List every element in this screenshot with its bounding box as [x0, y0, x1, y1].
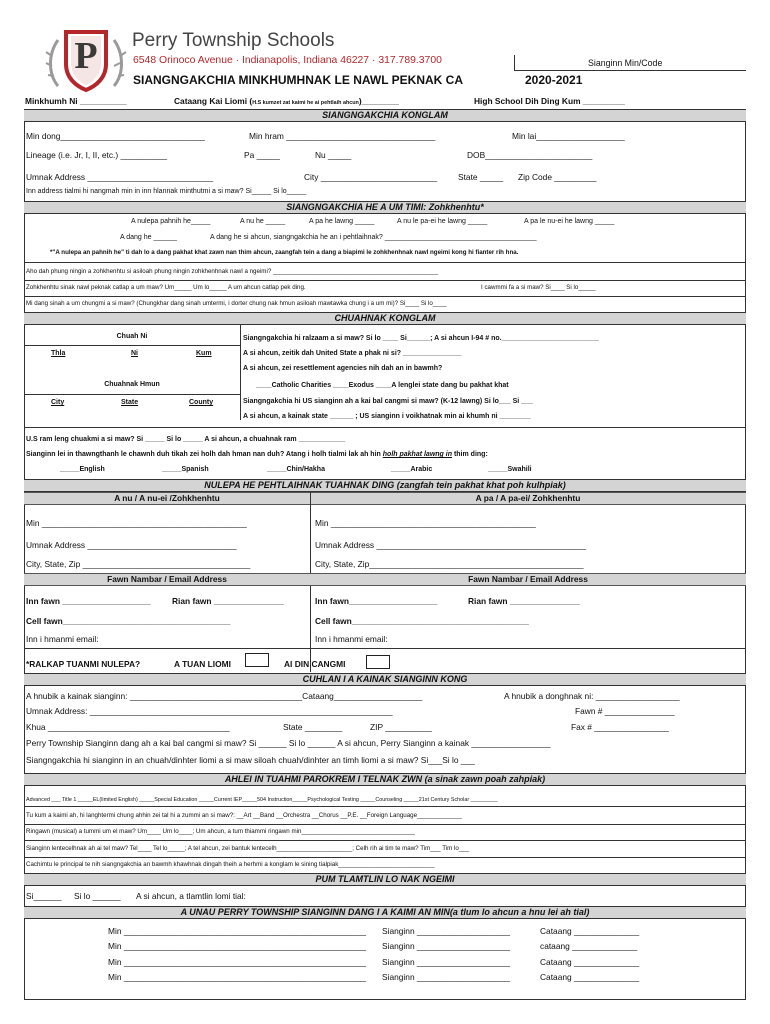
- lives-with-father[interactable]: A pa he lawng _____: [309, 218, 375, 225]
- father-header: A pa / A pa-ei/ Zohkhenhtu: [310, 492, 746, 505]
- school-address-field[interactable]: Umnak Address: _________________________________________________________________: [26, 706, 393, 716]
- mother-address-field[interactable]: Umnak Address ________________________________: [26, 540, 237, 550]
- father-home-phone[interactable]: Inn fawn___________________: [315, 596, 438, 606]
- school-fax-field[interactable]: Fax # ________________: [571, 722, 669, 732]
- sibling-name-field[interactable]: Min ____________________________________________________: [108, 957, 367, 967]
- legal-guardian-question[interactable]: Aho dah phung ningin a zohkhenhtu si asiloah phung ningin zohkhenhnak nawl a ngeimi? ________________________________________________: [26, 268, 439, 275]
- lives-with-other[interactable]: A dang he ______: [120, 234, 177, 241]
- military-parent-label: *RALKAP TUANMI NULEPA?: [26, 659, 141, 669]
- first-name-field[interactable]: Min dong_______________________________: [26, 131, 205, 141]
- section-student-info-title: SIANGNGAKCHIA KONGLAM: [24, 109, 746, 122]
- other-relationship-field[interactable]: A dang he si ahcun, siangngakchia he an i pehtlaihnak? _______________________________________: [210, 234, 537, 241]
- mother-email-field[interactable]: Inn i hmanmi email:: [26, 634, 99, 644]
- principal-notes-field[interactable]: Cachimtu le principal te nih siangngakchia an bawmh khawhnak dingah theih a herhmi a konglam le sining tialpiak____________________________: [26, 861, 435, 868]
- perry-school-question[interactable]: Perry Township Sianginn dang ah a kai bal cangmi si maw? Si ______ Si lo ______ A si ahcun, Perry Sianginn a kainak _________________: [26, 738, 551, 748]
- mother-phone-header: Fawn Nambar / Email Address: [24, 573, 310, 586]
- mother-work-phone[interactable]: Rian fawn _______________: [172, 596, 284, 606]
- school-phone-field[interactable]: Fawn # _______________: [575, 706, 675, 716]
- sibling-name-field[interactable]: Min ____________________________________________________: [108, 972, 367, 982]
- sibling-grade-field[interactable]: Cataang ______________: [540, 972, 640, 982]
- disability-describe-label: A si ahcun, a tlamtlin lomi tial:: [136, 891, 246, 901]
- birth-city-col: City: [51, 399, 65, 406]
- lives-with-both-parents[interactable]: A nulepa pahnih he_____: [131, 218, 211, 225]
- resettlement-options[interactable]: ____Catholic Charities ____Exodus ____A lenglei state dang bu pakhat khat: [256, 382, 509, 389]
- birth-county-col: County: [189, 399, 214, 406]
- code-label: Sianginn Min/Code: [588, 58, 663, 68]
- language-arabic[interactable]: _____Arabic: [391, 466, 433, 473]
- living-with-others-question[interactable]: Mi dang sinah a um chungmi a si maw? (Chungkhar dang sinah umtermi, i dorter chung nak hmun asiloah mawtawka chung i a um mi)? Si____ Si lo____: [26, 300, 447, 307]
- birth-state-col: State: [121, 399, 139, 406]
- sibling-school-field[interactable]: Sianginn ____________________: [382, 941, 511, 951]
- school-name: Perry Township Schools: [132, 30, 335, 51]
- graduation-year-field[interactable]: High School Dih Ding Kum _________: [474, 96, 625, 106]
- pa-field[interactable]: Pa _____: [244, 150, 280, 160]
- arts-checklist[interactable]: Tu kum a kaimi ah, hi langhtermi chung ahhin zei tal hi a zummi an si maw?: __Art __Band __Orchestra __Chorus __P.E. __Foreign Language_____________: [26, 812, 462, 819]
- resettlement-question: A si ahcun, zei resettlement agencies nih dah an in bawmh?: [243, 365, 443, 372]
- arrival-date-question[interactable]: A si ahcun, zeitik dah United State a phak ni si? _______________: [243, 350, 462, 357]
- guardianship-papers-question[interactable]: Zohkhenhtu sinak nawl peknak catlap a um maw? Um_____ Um lo_____ A um ahcun catlap pek ding.: [26, 284, 306, 291]
- section-previous-school-title: CUHLAN I A KAINAK SIANGINN KONG: [24, 673, 746, 686]
- expelled-question[interactable]: Siangngakchia hi sianginn in an chuah/dinhter liomi a si maw siloah chuah/dinhter an timh liomi a si maw? Si___Si lo ___: [26, 755, 475, 765]
- us-school-state-question[interactable]: A si ahcun, a kainak state ______ ; US sianginn i voikhatnak min ai khumh ni ________: [243, 413, 531, 420]
- logo-letter: P: [74, 35, 98, 77]
- father-city-field[interactable]: City, State, Zip______________________________________________: [315, 559, 584, 569]
- language-question: Sianginn lei in thawngthanh le chawnh duh tikah zei holh dah hman nan duh? Atang i holh tialmi lak ah hin holh pakhat lawng in thim ding:: [26, 451, 488, 458]
- form-title: SIANGNGAKCHIA MINKHUMHNAK LE NAWL PEKNAK CA: [133, 73, 463, 87]
- refugee-question[interactable]: Siangngakchia hi ralzaam a si maw? Si lo ____ Si______; A si ahcun I-94 # no._________________________: [243, 335, 599, 342]
- mother-name-field[interactable]: Min ____________________________________________: [26, 518, 247, 528]
- mother-home-phone[interactable]: Inn fawn ___________________: [26, 596, 151, 606]
- programs-checklist[interactable]: Advanced ___ Title 1 _____EL(limited English) _____Special Education _____Current IEP_____504 Instruction_____Psychological Testing _____Counseling _____21st Century Scholar _________: [26, 797, 498, 803]
- athletics-question[interactable]: Sianginn lentecelhnak ah ai tel maw? Tel____ Tel lo_____; A tel ahcun, zei bantuk lentecelh______________________; Celh rih ai tim te maw? Tim___ Tim lo___: [26, 845, 470, 852]
- middle-name-field[interactable]: Min hram ________________________________: [249, 131, 436, 141]
- nu-field[interactable]: Nu _____: [315, 150, 352, 160]
- grade-field[interactable]: Cataang Kai Liomi (H.S kumzet zat kaimi he ai pehtlaih ahcun)________: [174, 96, 399, 106]
- lives-with-mother[interactable]: A nu he _____: [240, 218, 286, 225]
- birth-day-col: Ni: [131, 350, 138, 357]
- section-lives-with-title: SIANGNGAKCHIA HE A UM TIMI: Zohkhenhtu*: [24, 201, 746, 214]
- father-work-phone[interactable]: Rian fawn _______________: [468, 596, 580, 606]
- guardian-note: *"A nulepa an pahnih he" ti dah lo a dang pakhat khat zawn nan thim ahcun, zaangfah tein a dang a biapimi le zohkhenhnak nawl ngeimi kong hi fianter rih hna.: [50, 249, 519, 256]
- father-phone-header: Fawn Nambar / Email Address: [310, 573, 746, 586]
- sibling-school-field[interactable]: Sianginn ____________________: [382, 972, 511, 982]
- us-school-question[interactable]: Siangngakchia hi US sianginn ah a kai bal cangmi si maw? (K-12 lawng) Si lo___ Si ___: [243, 398, 533, 405]
- mother-cell-phone[interactable]: Cell fawn____________________________________: [26, 616, 231, 626]
- section-disability-title: PUM TLAMTLIN LO NAK NGEIMI: [24, 873, 746, 886]
- sibling-school-field[interactable]: Sianginn ____________________: [382, 957, 511, 967]
- dob-field[interactable]: DOB_______________________: [467, 150, 593, 160]
- mother-city-field[interactable]: City, State, Zip ____________________________________: [26, 559, 251, 569]
- language-chin-hakha[interactable]: _____Chin/Hakha: [267, 466, 325, 473]
- school-state-field[interactable]: State ________: [283, 722, 343, 732]
- father-cell-phone[interactable]: Cell fawn______________________________________: [315, 616, 529, 626]
- birth-date-label: Chuah Ni: [116, 333, 148, 340]
- last-attended-date-field[interactable]: A hnubik a donghnak ni: __________________: [504, 691, 680, 701]
- sibling-school-field[interactable]: Sianginn ____________________: [382, 926, 511, 936]
- school-year: 2020-2021: [525, 73, 583, 87]
- city-field[interactable]: City _________________________: [304, 172, 438, 182]
- lives-with-father-stepmother[interactable]: A pa le nu-ei he lawng _____: [524, 218, 615, 225]
- birth-month-col: Thla: [51, 350, 66, 357]
- birth-place-label: Chuahnak Hmun: [104, 381, 160, 388]
- retired-label: AI DIN CANGMI: [284, 659, 346, 669]
- state-field[interactable]: State _____: [458, 172, 504, 182]
- section-programs-title: AHLEI IN TUAHMI PAROKREM I TELNAK ZWN (a sinak zawn poah zahpiak): [24, 773, 746, 786]
- disability-yes[interactable]: Si______: [26, 891, 62, 901]
- sibling-name-field[interactable]: Min ____________________________________________________: [108, 926, 367, 936]
- father-address-field[interactable]: Umnak Address _____________________________________________: [315, 540, 587, 550]
- address-field[interactable]: Umnak Address ___________________________: [26, 172, 214, 182]
- zip-field[interactable]: Zip Code _________: [518, 172, 597, 182]
- active-duty-label: A TUAN LIOMI: [174, 659, 231, 669]
- school-city-field[interactable]: Khua _______________________________________: [26, 722, 230, 732]
- inn-address-question[interactable]: Inn address tialmi hi nangmah min in inn hlannak minthutmi a si maw? Si_____ Si lo_____: [26, 188, 307, 195]
- active-duty-checkbox[interactable]: [245, 653, 269, 667]
- last-name-field[interactable]: Min lai___________________: [512, 131, 625, 141]
- section-parent-contact-title: NULEPA HE PEHTLAIHNAK TUAHNAK DING (zangfah tein pakhat khat poh kulhpiak): [24, 479, 746, 492]
- sibling-grade-field[interactable]: Cataang ______________: [540, 957, 640, 967]
- school-zip-field[interactable]: ZIP __________: [370, 722, 432, 732]
- student-id-field[interactable]: Minkhumh Ni __________: [25, 96, 127, 106]
- disability-no[interactable]: Si lo ______: [74, 891, 121, 901]
- last-school-field[interactable]: A hnubik a kainak sianginn: _____________________________________Cataang___________________: [26, 691, 423, 701]
- instrument-question[interactable]: Ringawn (musical) a tummi um el maw? Um____ Um lo____; Um ahcun, a tum thiammi ringawn min_________________________________: [26, 828, 415, 835]
- retired-checkbox[interactable]: [366, 655, 390, 669]
- birth-year-col: Kum: [196, 350, 212, 357]
- section-siblings-title: A UNAU PERRY TOWNSHIP SIANGINN DANG I A KAIMI AN MIN(a tlum lo ahcun a hnu lei ah tial): [24, 906, 746, 919]
- language-spanish[interactable]: _____Spanish: [162, 466, 209, 473]
- born-outside-us-question[interactable]: U.S ram leng chuakmi a si maw? Si _____ Si lo _____ A si ahcun, a chuahnak ram ____________: [26, 436, 346, 443]
- foster-child-question[interactable]: I cawmmi fa a si maw? Si____ Si lo_____: [481, 284, 596, 291]
- lives-with-mother-stepfather[interactable]: A nu le pa-ei he lawng _____: [397, 218, 488, 225]
- sibling-grade-field[interactable]: cataang ______________: [540, 941, 638, 951]
- school-address: 6548 Orinoco Avenue · Indianapolis, Indiana 46227 · 317.789.3700: [133, 55, 442, 66]
- language-english[interactable]: _____English: [60, 466, 105, 473]
- section-birth-info-title: CHUAHNAK KONGLAM: [24, 312, 746, 325]
- language-swahili[interactable]: _____Swahili: [488, 466, 532, 473]
- father-name-field[interactable]: Min ____________________________________________: [315, 518, 536, 528]
- school-logo: [44, 26, 128, 94]
- lineage-field[interactable]: Lineage (i.e. Jr, I, II, etc.) __________: [26, 150, 168, 160]
- sibling-name-field[interactable]: Min ____________________________________________________: [108, 941, 367, 951]
- mother-header: A nu / A nu-ei /Zohkhenhtu: [24, 492, 310, 505]
- father-email-field[interactable]: Inn i hmanmi email:: [315, 634, 388, 644]
- sibling-grade-field[interactable]: Cataang ______________: [540, 926, 640, 936]
